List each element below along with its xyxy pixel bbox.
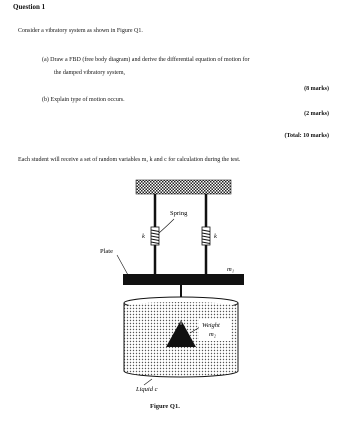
weight-label: Weight xyxy=(202,322,220,329)
total-marks: (Total: 10 marks) xyxy=(284,133,329,139)
question-heading: Question 1 xyxy=(13,3,46,11)
liquid-label: Liquid c xyxy=(136,386,158,393)
left-spring xyxy=(151,194,159,274)
liquid-pointer xyxy=(144,379,152,385)
k-right-label: k xyxy=(214,233,217,240)
random-variables-note: Each student will receive a set of random variables m, k and c for calculation during the test. xyxy=(18,157,241,163)
part-b-text: (b) Explain type of motion occurs. xyxy=(42,97,125,103)
figure-caption: Figure Q1. xyxy=(150,403,180,410)
plate xyxy=(123,274,244,285)
spring-label: Spring xyxy=(170,210,188,217)
spring-pointer xyxy=(159,219,174,233)
k-left-label: k xyxy=(142,233,145,240)
m2-label: m₂ xyxy=(209,331,216,338)
part-a-text: (a) Draw a FBD (free body diagram) and derive the differential equation of motion for xyxy=(42,57,250,63)
m1-label: m₁ xyxy=(227,266,234,273)
right-spring xyxy=(202,194,210,274)
question-intro: Consider a vibratory system as shown in Figure Q1. xyxy=(18,28,143,34)
part-a-text-cont: the damped vibratory system, xyxy=(54,70,125,76)
part-b-marks: (2 marks) xyxy=(304,111,329,117)
part-a-marks: (8 marks) xyxy=(304,86,329,92)
vibratory-system-figure xyxy=(0,175,346,405)
plate-pointer xyxy=(117,255,128,275)
plate-label: Plate xyxy=(100,248,113,255)
ceiling xyxy=(136,180,231,194)
